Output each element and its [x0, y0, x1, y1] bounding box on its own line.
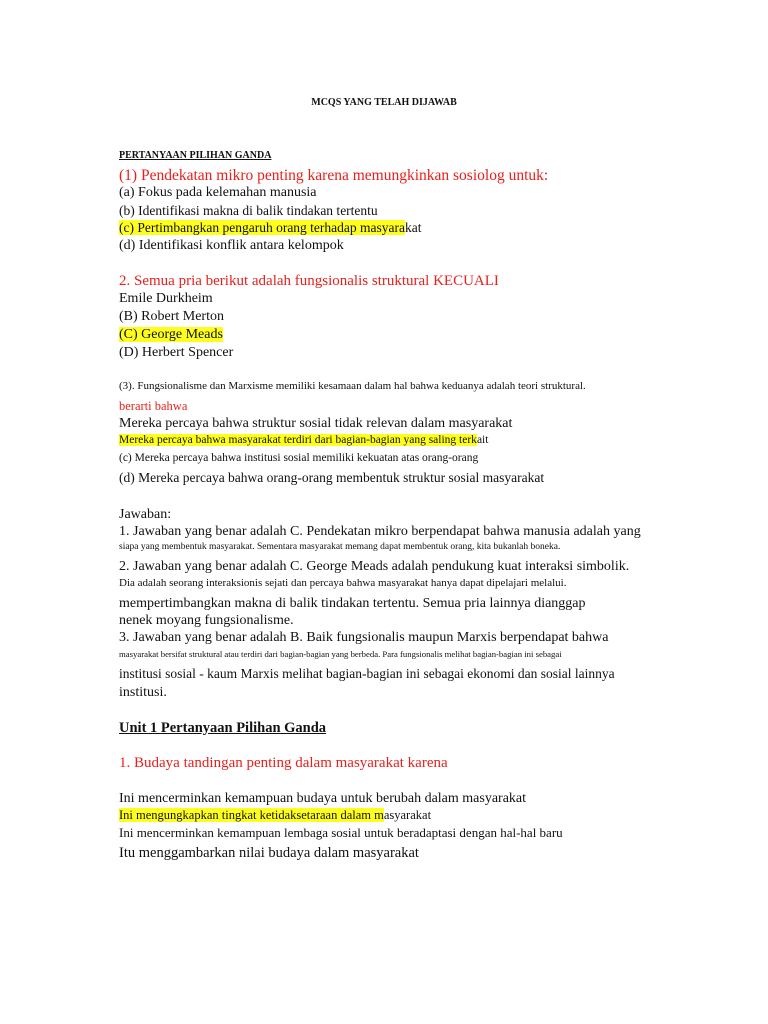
unit-1-heading: Unit 1 Pertanyaan Pilihan Ganda — [119, 720, 327, 736]
answer-1-line-2: siapa yang membentuk masyarakat. Sementara masyarakat memang dapat membentuk orang, kita bukanlah boneka. — [119, 542, 561, 552]
unit-1-option-d: Itu menggambarkan nilai budaya dalam masyarakat — [119, 845, 419, 861]
q1-option-a: (a) Fokus pada kelemahan manusia — [119, 185, 317, 200]
q1-option-d: (d) Identifikasi konflik antara kelompok — [119, 238, 344, 253]
q1-option-c-rest: kat — [405, 220, 422, 235]
document-title: MCQS YANG TELAH DIJAWAB — [311, 97, 457, 108]
question-2: 2. Semua pria berikut adalah fungsionalis struktural KECUALI — [119, 273, 499, 289]
answer-2-line-3: mempertimbangkan makna di balik tindakan tertentu. Semua pria lainnya dianggap — [119, 596, 586, 611]
unit-1-option-b-rest: asyarakat — [383, 808, 432, 822]
answer-3-line-3: institusi sosial - kaum Marxis melihat bagian-bagian ini sebagai ekonomi dan sosial lainnya — [119, 666, 615, 681]
q2-option-c — [119, 327, 223, 343]
question-3-continued: berarti bahwa — [119, 399, 188, 413]
answer-2-line-1: 2. Jawaban yang benar adalah C. George Meads adalah pendukung kuat interaksi simbolik. — [119, 559, 630, 574]
q3-option-d: (d) Mereka percaya bahwa orang-orang membentuk struktur sosial masyarakat — [119, 470, 545, 485]
q1-option-c-highlight: (c) Pertimbangkan pengaruh orang terhadap masyara — [119, 220, 406, 235]
q3-option-b — [119, 434, 488, 447]
q1-option-b: (b) Identifikasi makna di balik tindakan tertentu — [119, 203, 378, 218]
answer-2-line-2: Dia adalah seorang interaksionis sejati dan percaya bahwa masyarakat hanya dapat dipelajari melalui. — [119, 577, 567, 589]
unit-1-option-c: Ini mencerminkan kemampuan lembaga sosial untuk beradaptasi dengan hal-hal baru — [119, 825, 563, 840]
answer-1-line-1: 1. Jawaban yang benar adalah C. Pendekatan mikro berpendapat bahwa manusia adalah yang — [119, 524, 641, 539]
question-3: (3). Fungsionalisme dan Marxisme memiliki kesamaan dalam hal bahwa keduanya adalah teori struktural. — [119, 380, 586, 392]
q3-option-a: Mereka percaya bahwa struktur sosial tidak relevan dalam masyarakat — [119, 416, 513, 431]
answer-2-line-4: nenek moyang fungsionalisme. — [119, 613, 294, 628]
answer-3-line-2: masyarakat bersifat struktural atau terdiri dari bagian-bagian yang berbeda. Para fungsionalis melihat bagian-bagian ini sebagai — [119, 649, 562, 659]
unit-1-question-1: 1. Budaya tandingan penting dalam masyarakat karena — [119, 755, 448, 771]
q2-option-b: (B) Robert Merton — [119, 309, 224, 324]
unit-1-option-b — [119, 808, 431, 822]
q3-option-c: (c) Mereka percaya bahwa institusi sosial memiliki kekuatan atas orang-orang — [119, 452, 479, 464]
answer-3-line-4: institusi. — [119, 685, 167, 700]
unit-1-option-b-highlight: Ini mengungkapkan tingkat ketidaksetaraan dalam m — [119, 808, 384, 822]
unit-1-option-a: Ini mencerminkan kemampuan budaya untuk berubah dalam masyarakat — [119, 791, 527, 806]
q2-option-c-highlight: (C) George Meads — [119, 327, 223, 342]
section-heading: PERTANYAAN PILIHAN GANDA — [119, 150, 272, 161]
q3-option-b-highlight: Mereka percaya bahwa masyarakat terdiri dari bagian-bagian yang saling terk — [119, 434, 477, 446]
answers-label: Jawaban: — [119, 507, 172, 522]
q3-option-b-rest: ait — [476, 434, 489, 446]
question-1: (1) Pendekatan mikro penting karena memungkinkan sosiolog untuk: — [119, 167, 549, 184]
answer-3-line-1: 3. Jawaban yang benar adalah B. Baik fungsionalis maupun Marxis berpendapat bahwa — [119, 630, 609, 645]
q1-option-c — [119, 220, 422, 236]
q2-option-d: (D) Herbert Spencer — [119, 345, 234, 360]
q2-option-a: Emile Durkheim — [119, 291, 213, 306]
